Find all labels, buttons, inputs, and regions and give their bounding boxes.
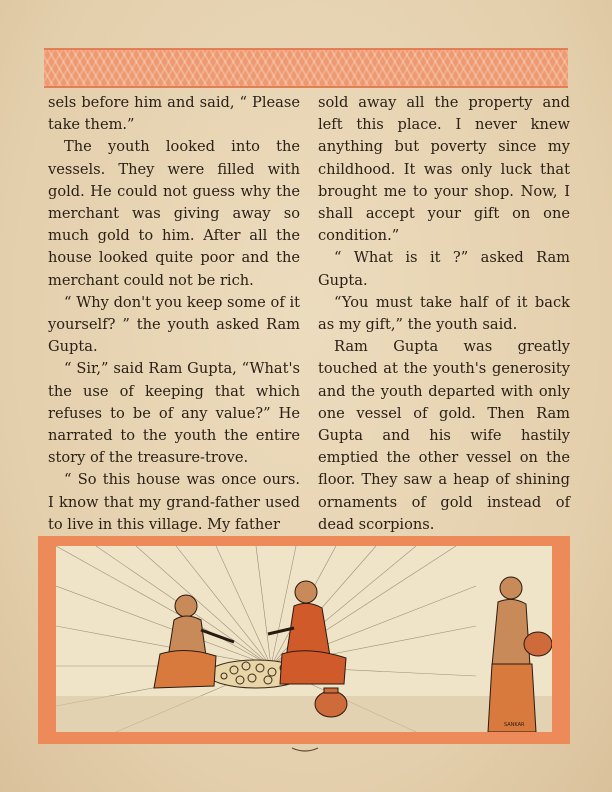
paragraph: The youth looked into the vessels. They were filled with gold. He could not guess why the merchant was giving away so much gold to him. After all the house looked quite poor and the merchant could not be rich. (48, 138, 300, 289)
paragraph: “You must take half of it back as my gift,” the youth said. (318, 293, 570, 334)
paragraph: “ Sir,” said Ram Gupta, “What's the use of keeping that which refuses to be of any value?” He narrated to the youth the entire story of the treasure-trove. (48, 360, 300, 467)
decorative-header-band (44, 48, 568, 88)
text-column-right (318, 92, 570, 536)
artist-signature: SANKAR (504, 722, 525, 728)
text-column-left (48, 92, 300, 536)
paragraph: Ram Gupta was greatly touched at the youth's generosity and the youth departed with only one vessel of gold. Then Ram Gupta and his wife hastily emptied the other vessel on the floor. They saw a heap of shining ornaments of gold instead of dead scorpions. (318, 338, 570, 533)
illustration (56, 546, 552, 732)
paragraph: sels before him and said, “ Please take them.” (48, 94, 300, 134)
ornament-mark-icon (290, 744, 320, 754)
paragraph: sold away all the property and left this place. I never knew anything but poverty since my childhood. It was only luck that brought me to your shop. Now, I shall accept your gift on one condition.” (318, 94, 570, 245)
illustration-drawing (56, 546, 552, 732)
illustration-frame (38, 536, 570, 744)
paragraph: “ Why don't you keep some of it yourself? ” the youth asked Ram Gupta. (48, 293, 300, 356)
paragraph: “ So this house was once ours. I know that my grand-father used to live in this village. My father (48, 471, 300, 533)
paragraph: “ What is it ?” asked Ram Gupta. (318, 249, 570, 289)
pot (315, 688, 347, 717)
